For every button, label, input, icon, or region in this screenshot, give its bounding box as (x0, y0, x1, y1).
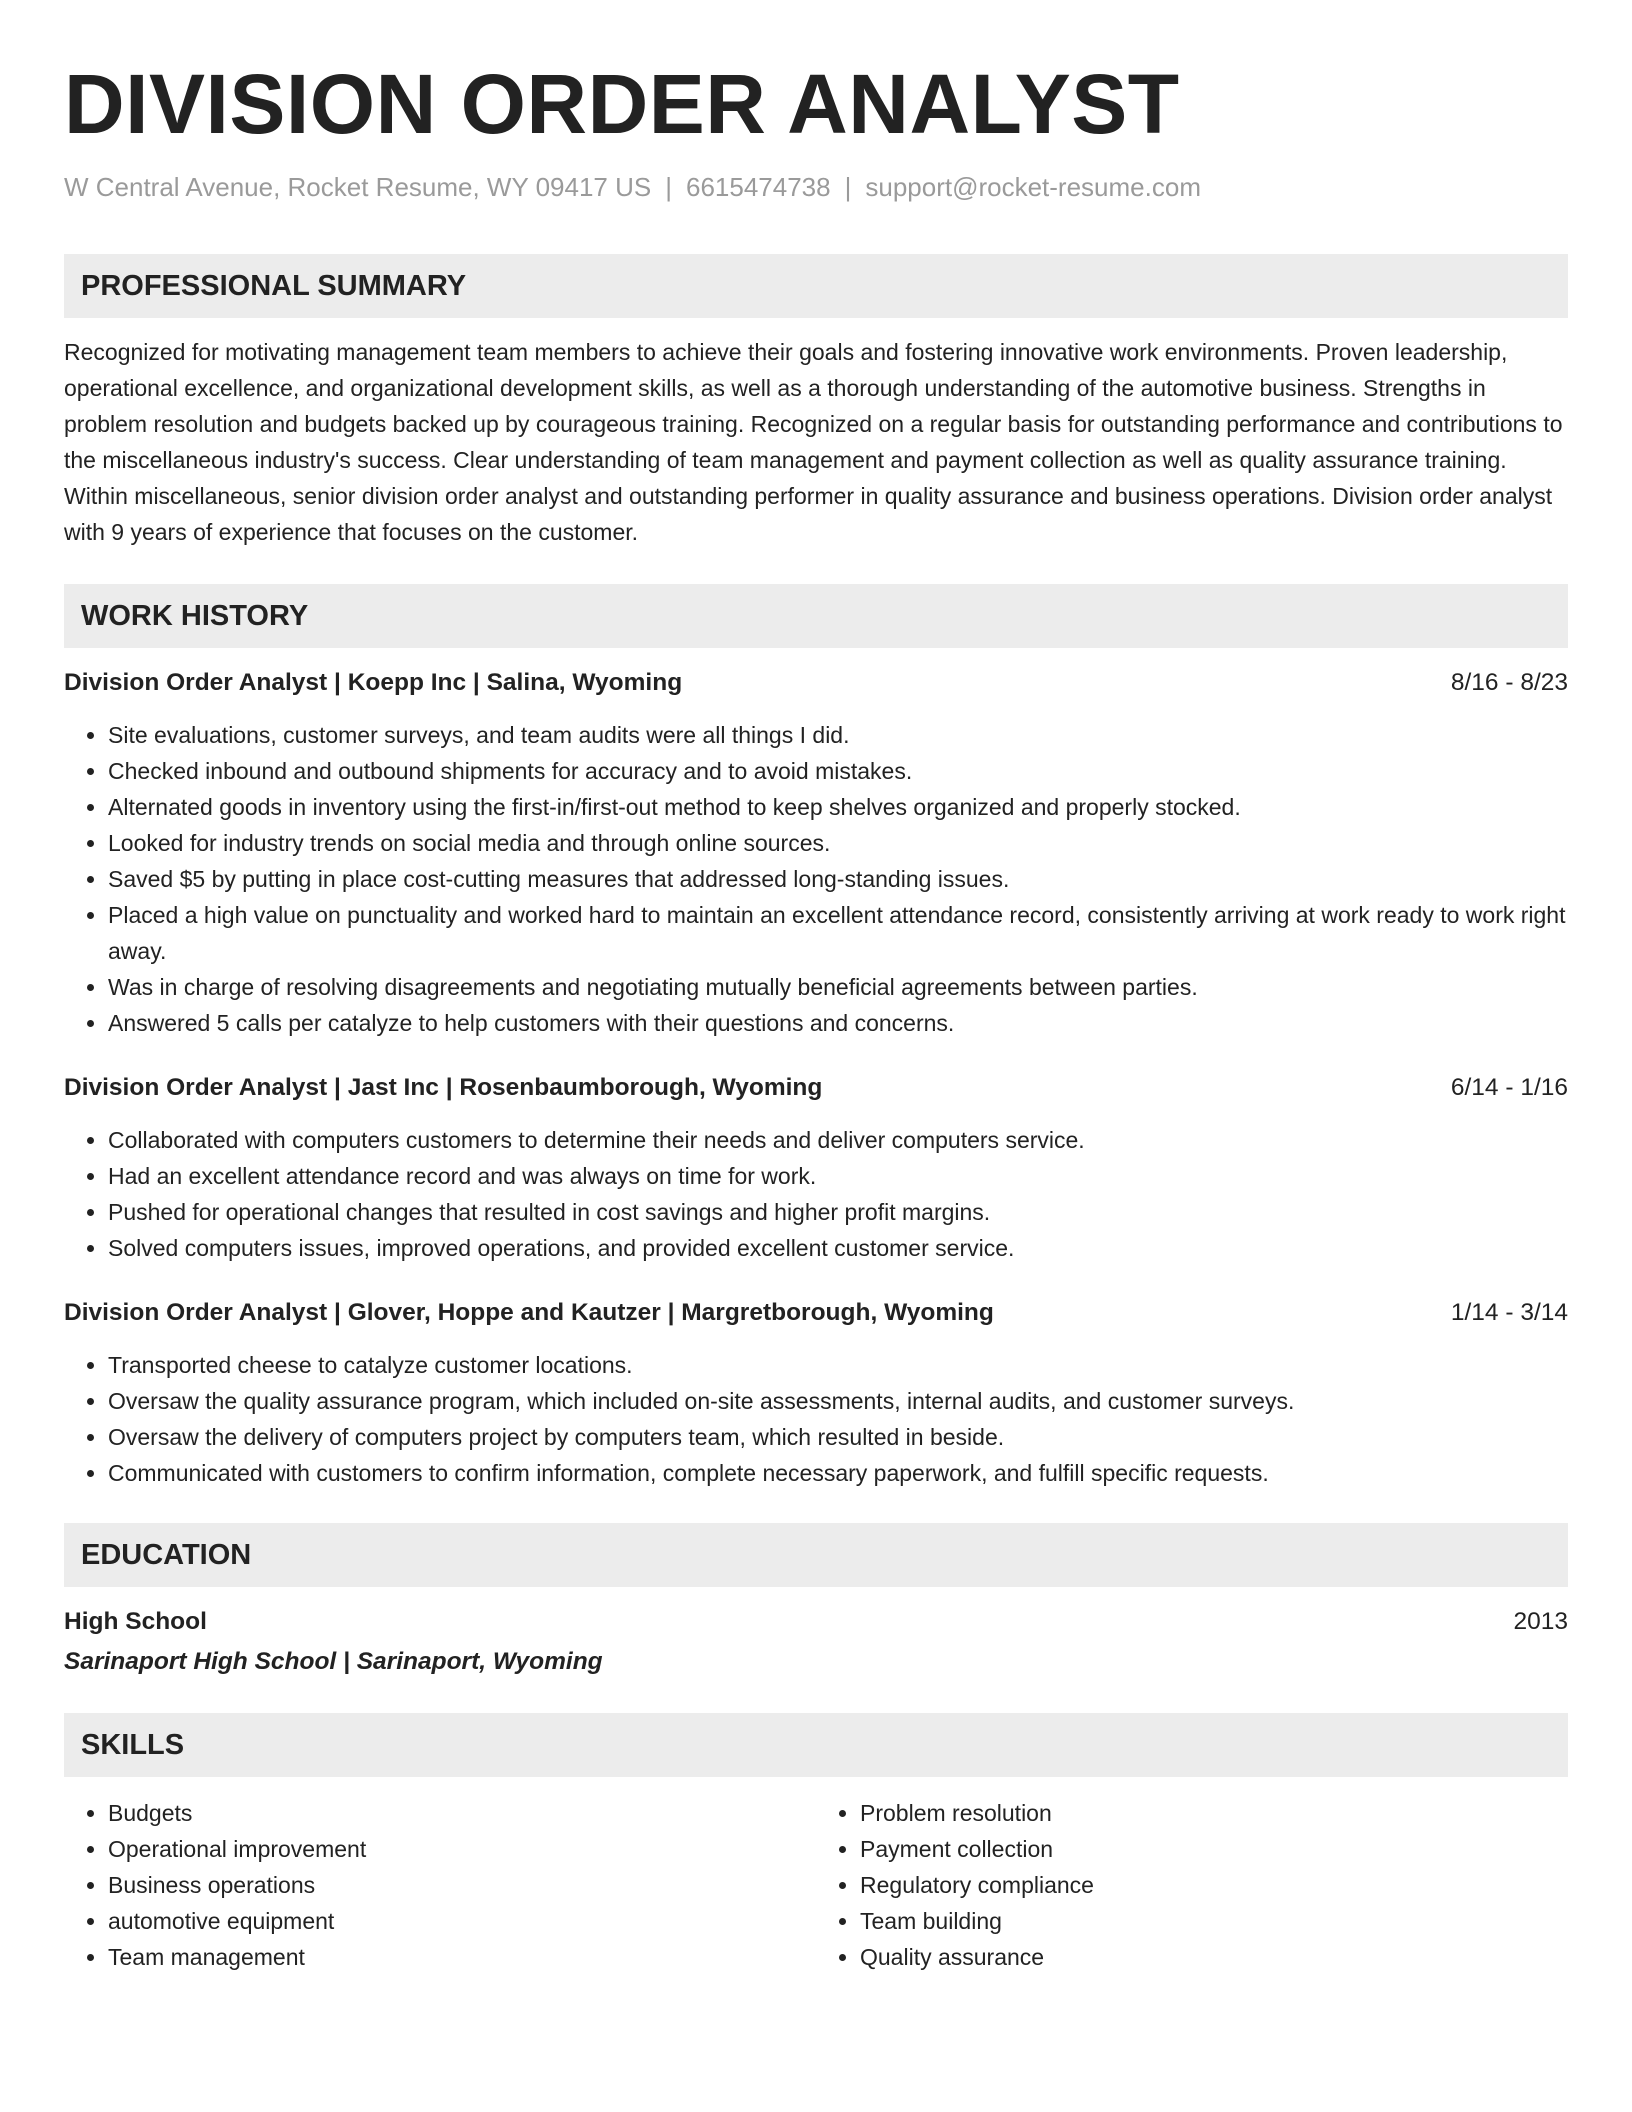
job-entry (64, 666, 1568, 1041)
job-title: Division Order Analyst | Jast Inc | Rosenbaumborough, Wyoming (64, 1074, 823, 1101)
education-entry (64, 1605, 1568, 1679)
job-duty: • Alternated goods in inventory using the first-in/first-out method to keep shelves organized and properly stocked. (108, 789, 1568, 825)
contact-separator: | (665, 172, 672, 202)
job-duty: • Was in charge of resolving disagreements and negotiating mutually beneficial agreements between parties. (108, 969, 1568, 1005)
skill-item: • Regulatory compliance (860, 1867, 1568, 1903)
job-duty: • Communicated with customers to confirm information, complete necessary paperwork, and fulfill specific requests. (108, 1455, 1568, 1491)
job-duty: • Had an excellent attendance record and was always on time for work. (108, 1158, 1568, 1194)
job-title: Division Order Analyst | Glover, Hoppe and Kautzer | Margretborough, Wyoming (64, 1299, 994, 1326)
contact-separator: | (844, 172, 852, 202)
job-duty: • Looked for industry trends on social media and through online sources. (108, 825, 1568, 861)
section-heading-work-history: WORK HISTORY (64, 584, 1568, 648)
job-duty: • Checked inbound and outbound shipments for accuracy and to avoid mistakes. (108, 753, 1568, 789)
skill-item: • Quality assurance (860, 1939, 1568, 1975)
skills-column-left (64, 1795, 816, 1975)
education-degree: High School (64, 1608, 207, 1635)
education-header (64, 1605, 1568, 1639)
job-entry (64, 1071, 1568, 1266)
job-duty: • Oversaw the quality assurance program, which included on-site assessments, internal audits, and customer surveys. (108, 1383, 1568, 1419)
job-duties-list (64, 1122, 1568, 1266)
contact-line (64, 170, 1568, 204)
skill-item: • Payment collection (860, 1831, 1568, 1867)
job-duty: • Collaborated with computers customers to determine their needs and deliver computers service. (108, 1122, 1568, 1158)
education-year: 2013 (1513, 1608, 1568, 1635)
job-duty: • Solved computers issues, improved operations, and provided excellent customer service. (108, 1230, 1568, 1266)
resume-name: DIVISION ORDER ANALYST (64, 57, 1180, 151)
job-duty: • Answered 5 calls per catalyze to help customers with their questions and concerns. (108, 1005, 1568, 1041)
skills-grid (64, 1795, 1568, 1975)
job-dates: 1/14 - 3/14 (1450, 1299, 1568, 1326)
job-header (64, 1296, 1568, 1330)
contact-address: W Central Avenue, Rocket Resume, WY 09417 US (64, 172, 652, 202)
job-duty: • Oversaw the delivery of computers project by computers team, which resulted in beside. (108, 1419, 1568, 1455)
job-duty: • Transported cheese to catalyze customer locations. (108, 1347, 1568, 1383)
skill-item: • automotive equipment (108, 1903, 816, 1939)
job-entry (64, 1296, 1568, 1491)
summary-text: Recognized for motivating management team members to achieve their goals and fostering innovative work environments. Proven leadership, operational excellence, and organizational development skills, as well as a thorough understanding of the automotive business. Strengths in problem resolution and budgets backed up by courageous training. Recognized on a regular basis for outstanding performance and contributions to the miscellaneous industry's success. Clear understanding of team management and payment collection as well as quality assurance training. Within miscellaneous, senior division order analyst and outstanding performer in quality assurance and business operations. Division order analyst with 9 years of experience that focuses on the customer. (64, 339, 1563, 545)
job-dates: 8/16 - 8/23 (1450, 669, 1568, 696)
skill-item: • Operational improvement (108, 1831, 816, 1867)
job-duties-list (64, 1347, 1568, 1491)
job-duty: • Saved $5 by putting in place cost-cutting measures that addressed long-standing issues. (108, 861, 1568, 897)
job-duty: • Placed a high value on punctuality and worked hard to maintain an excellent attendance record, consistently arriving at work ready to work right away. (108, 897, 1568, 969)
job-header (64, 1071, 1568, 1105)
skill-item: • Problem resolution (860, 1795, 1568, 1831)
skill-item: • Budgets (108, 1795, 816, 1831)
job-duty: • Site evaluations, customer surveys, and team audits were all things I did. (108, 717, 1568, 753)
contact-phone: 6615474738 (685, 172, 831, 202)
contact-email: support@rocket-resume.com (865, 172, 1201, 202)
job-title: Division Order Analyst | Koepp Inc | Salina, Wyoming (64, 669, 683, 696)
section-heading-education: EDUCATION (64, 1523, 1568, 1587)
skill-item: • Business operations (108, 1867, 816, 1903)
job-duty: • Pushed for operational changes that resulted in cost savings and higher profit margins. (108, 1194, 1568, 1230)
job-header (64, 666, 1568, 700)
education-school: Sarinaport High School | Sarinaport, Wyoming (64, 1648, 603, 1675)
skills-column-right (816, 1795, 1568, 1975)
section-heading-skills: SKILLS (64, 1713, 1568, 1777)
skill-item: • Team management (108, 1939, 816, 1975)
job-duties-list (64, 717, 1568, 1041)
skill-item: • Team building (860, 1903, 1568, 1939)
job-dates: 6/14 - 1/16 (1450, 1074, 1568, 1101)
section-heading-summary: PROFESSIONAL SUMMARY (64, 254, 1568, 318)
